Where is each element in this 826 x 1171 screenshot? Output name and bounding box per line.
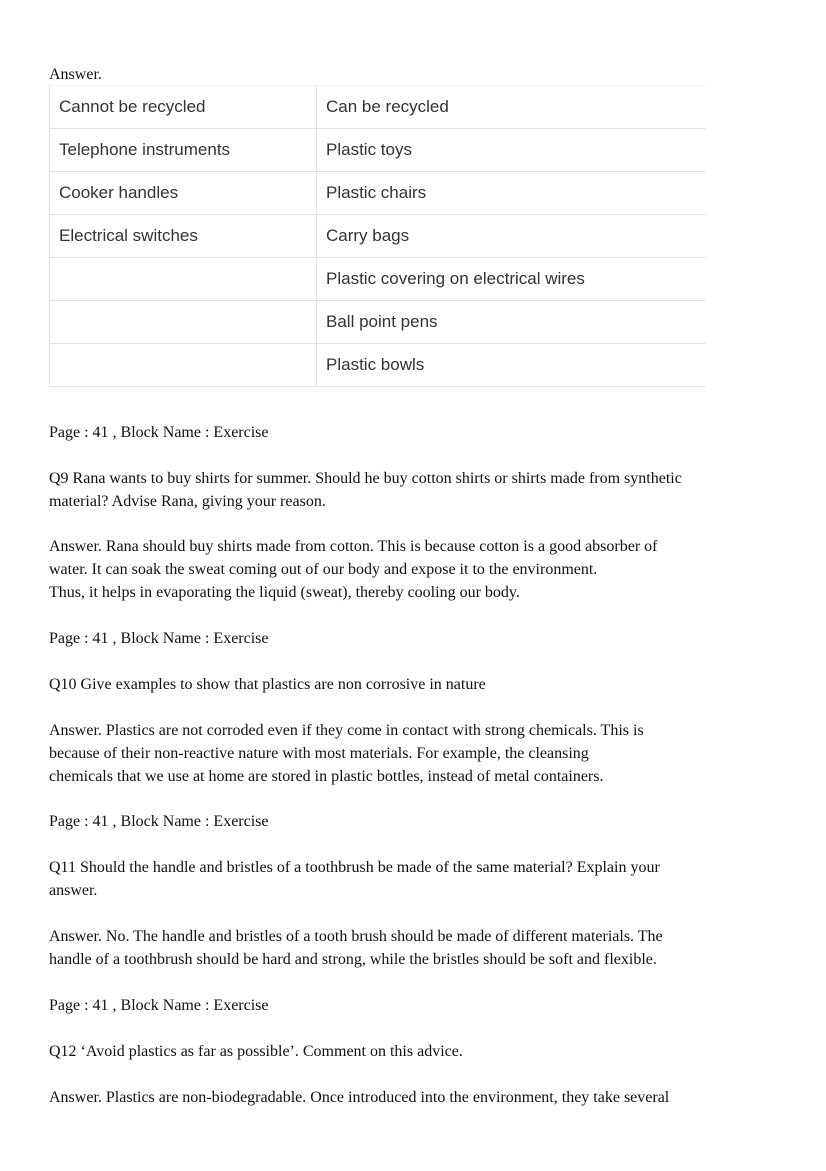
question-text: Q10 Give examples to show that plastics are non corrosive in nature xyxy=(49,676,486,693)
answer-text: handle of a toothbrush should be hard and strong, while the bristles should be soft and flexible. xyxy=(49,951,657,968)
table-row xyxy=(50,344,707,387)
table-header-can-recycle: Can be recycled xyxy=(317,86,707,129)
table-cell: Plastic covering on electrical wires xyxy=(317,258,707,301)
table-cell: Electrical switches xyxy=(50,215,317,258)
recycle-table xyxy=(49,85,706,387)
question-text: Q12 ‘Avoid plastics as far as possible’. Comment on this advice. xyxy=(49,1043,463,1060)
table-cell: Ball point pens xyxy=(317,301,707,344)
table-cell xyxy=(50,344,317,387)
table-header-cannot-recycle: Cannot be recycled xyxy=(50,86,317,129)
answer-text: Answer. Rana should buy shirts made from cotton. This is because cotton is a good absorber of xyxy=(49,538,658,555)
table-row xyxy=(50,129,707,172)
answer-text: because of their non-reactive nature with most materials. For example, the cleansing xyxy=(49,745,589,762)
table-row xyxy=(50,86,707,129)
section-header: Page : 41 , Block Name : Exercise xyxy=(49,424,269,441)
table-row xyxy=(50,172,707,215)
table-row xyxy=(50,301,707,344)
answer-text: Answer. No. The handle and bristles of a tooth brush should be made of different materials. The xyxy=(49,928,663,945)
table-cell: Carry bags xyxy=(317,215,707,258)
answer-text: Thus, it helps in evaporating the liquid (sweat), thereby cooling our body. xyxy=(49,584,520,601)
table-row xyxy=(50,258,707,301)
question-text: material? Advise Rana, giving your reason. xyxy=(49,493,326,510)
answer-text: Answer. Plastics are non-biodegradable. Once introduced into the environment, they take several xyxy=(49,1089,670,1106)
table-cell xyxy=(50,258,317,301)
table-cell: Telephone instruments xyxy=(50,129,317,172)
section-header: Page : 41 , Block Name : Exercise xyxy=(49,997,269,1014)
table-cell: Plastic toys xyxy=(317,129,707,172)
answer-text: Answer. Plastics are not corroded even if they come in contact with strong chemicals. This is xyxy=(49,722,644,739)
answer-text: water. It can soak the sweat coming out of our body and expose it to the environment. xyxy=(49,561,598,578)
section-header: Page : 41 , Block Name : Exercise xyxy=(49,630,269,647)
section-header: Page : 41 , Block Name : Exercise xyxy=(49,813,269,830)
question-text: Q11 Should the handle and bristles of a toothbrush be made of the same material? Explain your xyxy=(49,859,660,876)
question-text: Q9 Rana wants to buy shirts for summer. Should he buy cotton shirts or shirts made from synthetic xyxy=(49,470,682,487)
table-cell: Plastic bowls xyxy=(317,344,707,387)
table-row xyxy=(50,215,707,258)
table-cell: Plastic chairs xyxy=(317,172,707,215)
answer-label: Answer. xyxy=(49,66,102,83)
answer-text: chemicals that we use at home are stored in plastic bottles, instead of metal containers. xyxy=(49,768,604,785)
question-text: answer. xyxy=(49,882,98,899)
table-cell: Cooker handles xyxy=(50,172,317,215)
table-cell xyxy=(50,301,317,344)
